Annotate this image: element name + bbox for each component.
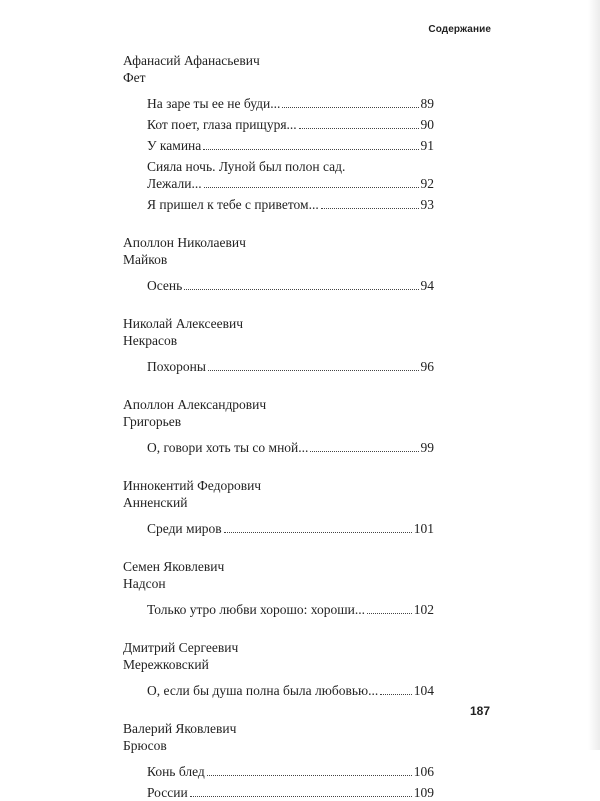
- toc-entry[interactable]: [147, 784, 434, 801]
- page-ref: 109: [413, 785, 434, 800]
- poem-title: Я пришел к тебе с приветом...: [147, 197, 319, 212]
- page-ref: 90: [420, 117, 434, 132]
- dot-leader: [184, 289, 418, 290]
- page-ref: 99: [420, 440, 434, 455]
- author-last-name: Фет: [123, 70, 146, 85]
- dot-leader: [224, 532, 412, 533]
- poem-title: О, говори хоть ты со мной...: [147, 440, 309, 455]
- toc-entry[interactable]: [147, 763, 434, 780]
- author-block: [123, 558, 434, 618]
- poem-title: Среди миров: [147, 521, 222, 536]
- table-of-contents: [123, 52, 434, 801]
- author-first-name: Валерий Яковлевич: [123, 721, 237, 736]
- poem-title: Похороны: [147, 359, 206, 374]
- dot-leader: [190, 796, 412, 797]
- dot-leader: [380, 694, 412, 695]
- toc-entry[interactable]: [147, 137, 434, 154]
- poem-title: На заре ты ее не буди...: [147, 96, 281, 111]
- poem-list: [123, 95, 434, 213]
- toc-entry[interactable]: [147, 439, 434, 456]
- page-ref: 96: [420, 359, 434, 374]
- author-first-name: Аполлон Николаевич: [123, 235, 246, 250]
- author-last-name: Майков: [123, 252, 168, 267]
- author-block: [123, 477, 434, 537]
- page-ref: 104: [413, 683, 434, 698]
- running-head: Содержание: [428, 24, 491, 35]
- dot-leader: [207, 775, 412, 776]
- author-last-name: Мережковский: [123, 657, 209, 672]
- author-first-name: Афанасий Афанасьевич: [123, 53, 260, 68]
- poem-list: [123, 277, 434, 294]
- poem-title-row2: [147, 175, 434, 192]
- dot-leader: [367, 613, 412, 614]
- poem-list: [123, 520, 434, 537]
- poem-title: Конь блед: [147, 764, 205, 779]
- author-first-name: Иннокентий Федорович: [123, 478, 262, 493]
- page-ref: 91: [420, 138, 434, 153]
- author-first-name: Николай Алексеевич: [123, 316, 243, 331]
- page-ref: 101: [413, 521, 434, 536]
- page-ref: 102: [413, 602, 434, 617]
- dot-leader: [203, 149, 418, 150]
- dot-leader: [204, 187, 419, 188]
- dot-leader: [321, 208, 419, 209]
- poem-title: Кот поет, глаза прищуря...: [147, 117, 297, 132]
- author-block: [123, 639, 434, 699]
- author-first-name: Дмитрий Сергеевич: [123, 640, 239, 655]
- author-last-name: Анненский: [123, 495, 188, 510]
- toc-entry[interactable]: [147, 95, 434, 112]
- poem-title-line1: Сияла ночь. Луной был полон сад.: [147, 159, 346, 174]
- author-block: [123, 315, 434, 375]
- toc-entry[interactable]: [147, 277, 434, 294]
- author-block: [123, 720, 434, 801]
- toc-entry[interactable]: [147, 520, 434, 537]
- poem-title: У камина: [147, 138, 202, 153]
- dot-leader: [208, 370, 419, 371]
- poem-list: [123, 763, 434, 801]
- author-block: [123, 396, 434, 456]
- page-ref: 92: [420, 176, 434, 191]
- page-ref: 106: [413, 764, 434, 779]
- author-first-name: Семен Яковлевич: [123, 559, 225, 574]
- page-number: 187: [469, 704, 490, 718]
- dot-leader: [299, 128, 419, 129]
- page-ref: 89: [420, 96, 434, 111]
- page-ref: 94: [420, 278, 434, 293]
- poem-list: [123, 358, 434, 375]
- poem-title: Осень: [147, 278, 183, 293]
- poem-list: [123, 601, 434, 618]
- toc-entry[interactable]: [147, 682, 434, 699]
- poem-title: России: [147, 785, 188, 800]
- toc-entry[interactable]: [147, 158, 434, 192]
- dot-leader: [310, 451, 418, 452]
- page-edge-shadow: [588, 0, 600, 750]
- toc-entry[interactable]: [147, 358, 434, 375]
- toc-entry[interactable]: [147, 116, 434, 133]
- page-ref: 93: [420, 197, 434, 212]
- author-last-name: Брюсов: [123, 738, 167, 753]
- dot-leader: [282, 107, 418, 108]
- poem-title-line2: Лежали...: [147, 176, 202, 191]
- poem-list: [123, 682, 434, 699]
- author-block: [123, 52, 434, 213]
- author-last-name: Некрасов: [123, 333, 178, 348]
- poem-title: О, если бы душа полна была любовью...: [147, 683, 379, 698]
- poem-title: Только утро любви хорошо: хороши...: [147, 602, 366, 617]
- poem-list: [123, 439, 434, 456]
- toc-entry[interactable]: [147, 196, 434, 213]
- author-first-name: Аполлон Александрович: [123, 397, 267, 412]
- toc-entry[interactable]: [147, 601, 434, 618]
- author-last-name: Григорьев: [123, 414, 182, 429]
- author-last-name: Надсон: [123, 576, 166, 591]
- author-block: [123, 234, 434, 294]
